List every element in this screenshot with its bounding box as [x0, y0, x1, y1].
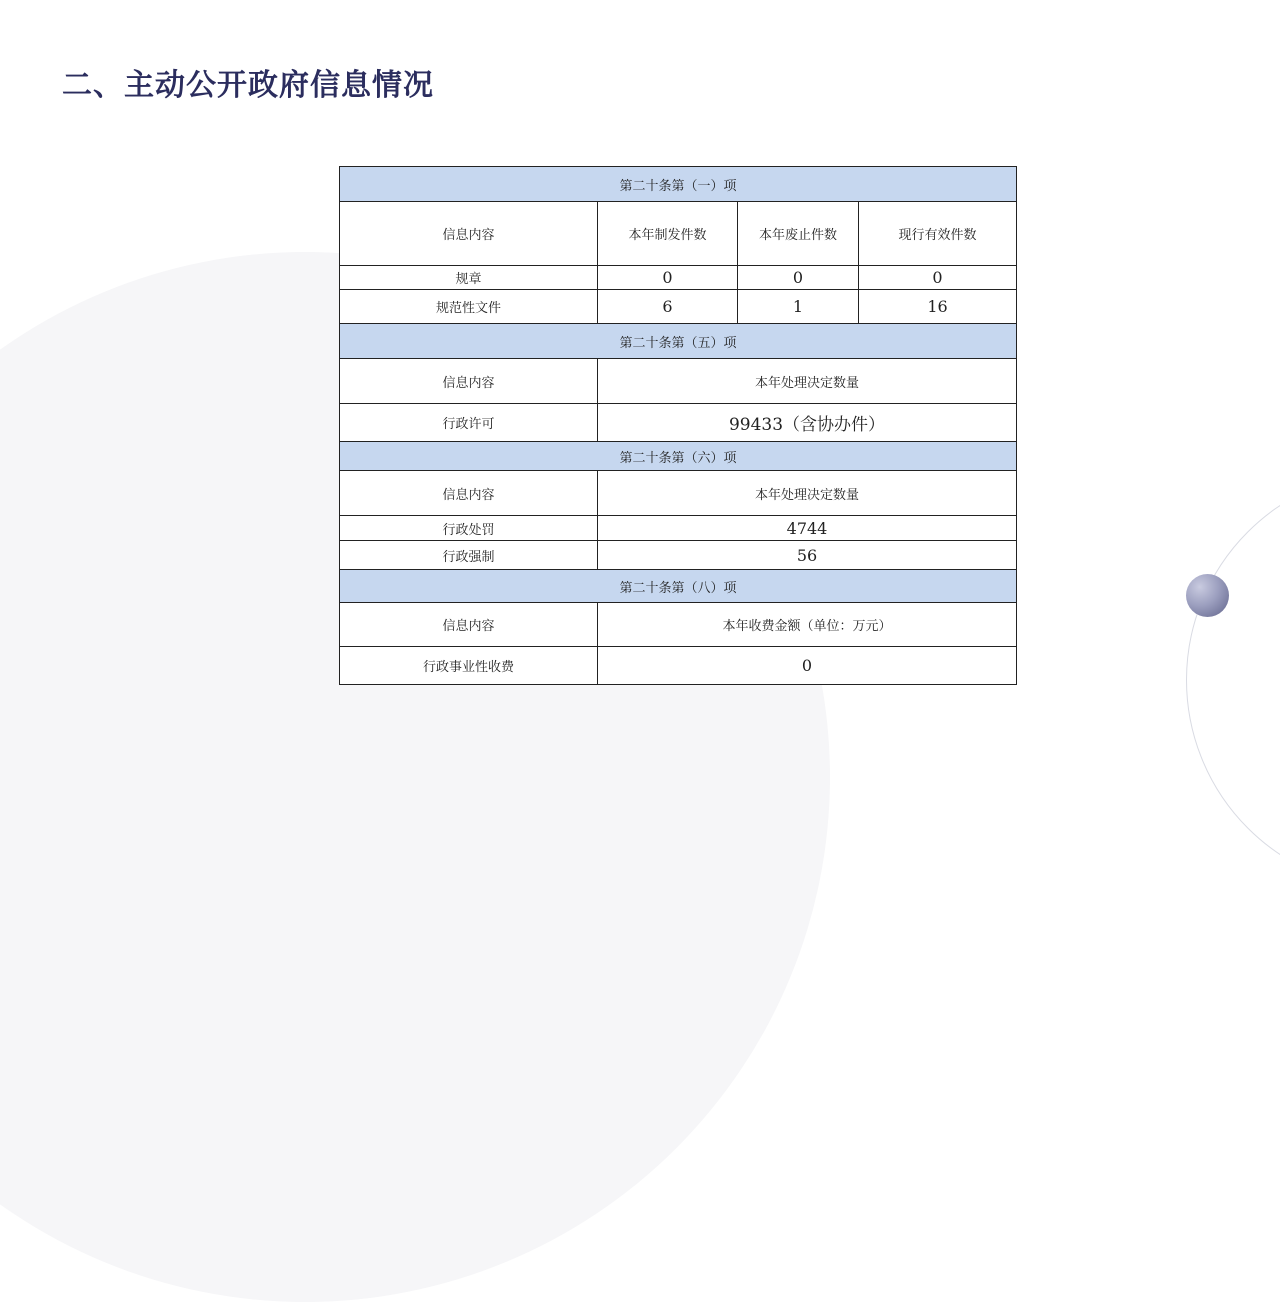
- section-header-row: [340, 324, 1017, 359]
- issued-count: 0: [598, 266, 738, 290]
- page-title: 二、主动公开政府信息情况: [62, 68, 434, 103]
- table-row: [340, 266, 1017, 290]
- column-header-row: [340, 471, 1017, 516]
- section-heading: 第二十条第（八）项: [340, 570, 1017, 603]
- column-header: 本年处理决定数量: [598, 471, 1017, 516]
- table-row: [340, 516, 1017, 541]
- issued-count: 6: [598, 290, 738, 324]
- section-heading: 第二十条第（一）项: [340, 167, 1017, 202]
- table-row: [340, 647, 1017, 685]
- row-label: 规章: [340, 266, 598, 290]
- row-label: 行政强制: [340, 541, 598, 570]
- column-header: 本年制发件数: [598, 202, 738, 266]
- column-header-row: [340, 359, 1017, 404]
- column-header: 本年废止件数: [738, 202, 859, 266]
- column-header: 现行有效件数: [859, 202, 1017, 266]
- section-header-row: [340, 442, 1017, 471]
- section-heading: 第二十条第（六）项: [340, 442, 1017, 471]
- row-label: 规范性文件: [340, 290, 598, 324]
- column-header: 信息内容: [340, 202, 598, 266]
- column-header: 信息内容: [340, 359, 598, 404]
- valid-count: 0: [859, 266, 1017, 290]
- table-row: [340, 404, 1017, 442]
- column-header-row: [340, 202, 1017, 266]
- column-header: 信息内容: [340, 603, 598, 647]
- section-heading: 第二十条第（五）项: [340, 324, 1017, 359]
- column-header-row: [340, 603, 1017, 647]
- row-label: 行政事业性收费: [340, 647, 598, 685]
- decision-count: 56: [598, 541, 1017, 570]
- column-header: 本年收费金额（单位：万元）: [598, 603, 1017, 647]
- row-label: 行政许可: [340, 404, 598, 442]
- valid-count: 16: [859, 290, 1017, 324]
- table-row: [340, 290, 1017, 324]
- column-header: 本年处理决定数量: [598, 359, 1017, 404]
- decorative-sphere: [1186, 574, 1229, 617]
- table-row: [340, 541, 1017, 570]
- decision-count: 99433（含协办件）: [598, 404, 1017, 442]
- abolished-count: 0: [738, 266, 859, 290]
- disclosure-table: [339, 166, 1017, 685]
- decorative-arc: [1186, 470, 1280, 890]
- abolished-count: 1: [738, 290, 859, 324]
- column-header: 信息内容: [340, 471, 598, 516]
- section-header-row: [340, 570, 1017, 603]
- fee-amount: 0: [598, 647, 1017, 685]
- row-label: 行政处罚: [340, 516, 598, 541]
- section-header-row: [340, 167, 1017, 202]
- decision-count: 4744: [598, 516, 1017, 541]
